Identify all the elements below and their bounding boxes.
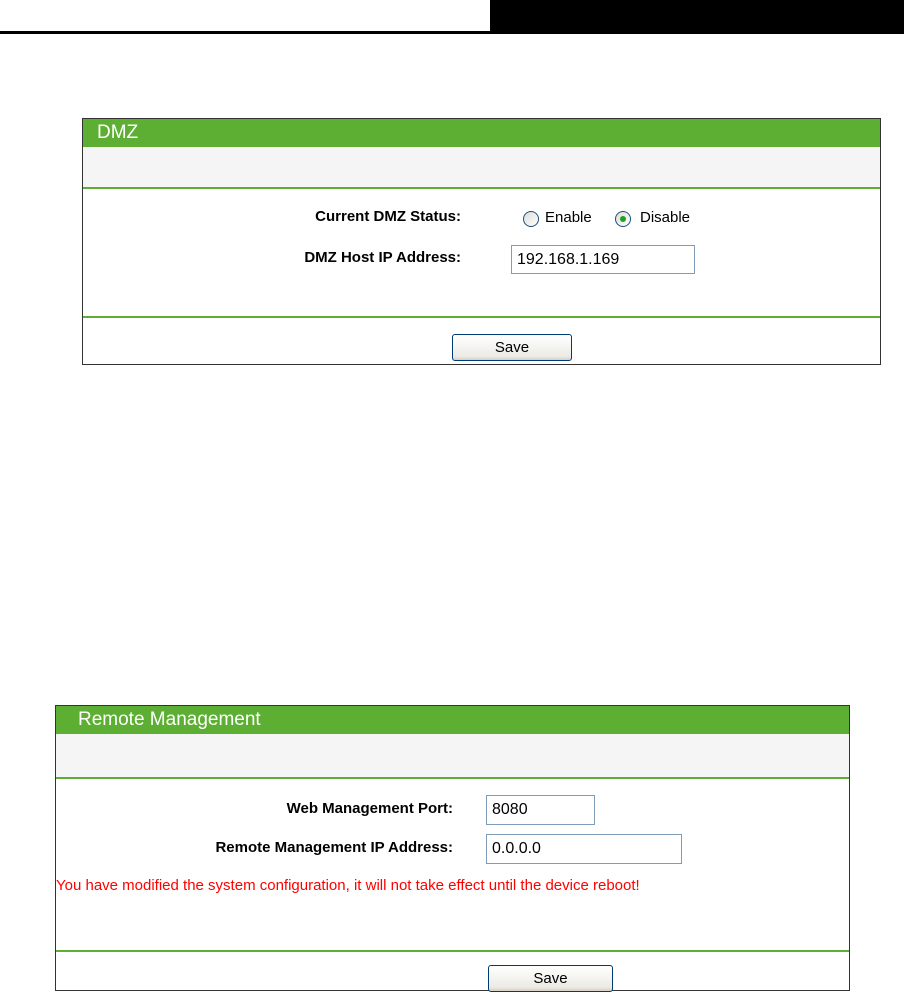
dmz-save-button[interactable]: Save <box>452 334 572 361</box>
remote-save-button[interactable]: Save <box>488 965 613 992</box>
header-rule <box>0 31 904 34</box>
web-port-input[interactable] <box>486 795 595 825</box>
dmz-divider-top <box>83 187 880 189</box>
dmz-disable-label[interactable]: Disable <box>640 209 691 226</box>
reboot-warning: You have modified the system configuration, it will not take effect until the device reboot! <box>56 877 640 894</box>
dmz-disable-radio[interactable] <box>615 211 631 227</box>
remote-divider-bottom <box>56 950 849 952</box>
dmz-divider-bottom <box>83 316 880 318</box>
remote-ip-input[interactable] <box>486 834 682 864</box>
remote-divider-top <box>56 777 849 779</box>
dmz-enable-radio[interactable] <box>523 211 539 227</box>
dmz-status-label: Current DMZ Status: <box>315 208 461 225</box>
dmz-panel-title: DMZ <box>83 119 880 147</box>
remote-panel-subheader <box>56 734 849 777</box>
dmz-panel <box>82 118 881 365</box>
header-block <box>490 0 904 33</box>
remote-panel <box>55 705 850 991</box>
dmz-disable-radio-dot <box>620 216 626 222</box>
dmz-host-ip-label: DMZ Host IP Address: <box>304 249 461 266</box>
dmz-panel-subheader <box>83 147 880 187</box>
remote-panel-title: Remote Management <box>56 706 849 734</box>
dmz-enable-label[interactable]: Enable <box>545 209 592 226</box>
remote-ip-label: Remote Management IP Address: <box>215 839 453 856</box>
dmz-host-ip-input[interactable] <box>511 245 695 274</box>
web-port-label: Web Management Port: <box>286 800 453 817</box>
